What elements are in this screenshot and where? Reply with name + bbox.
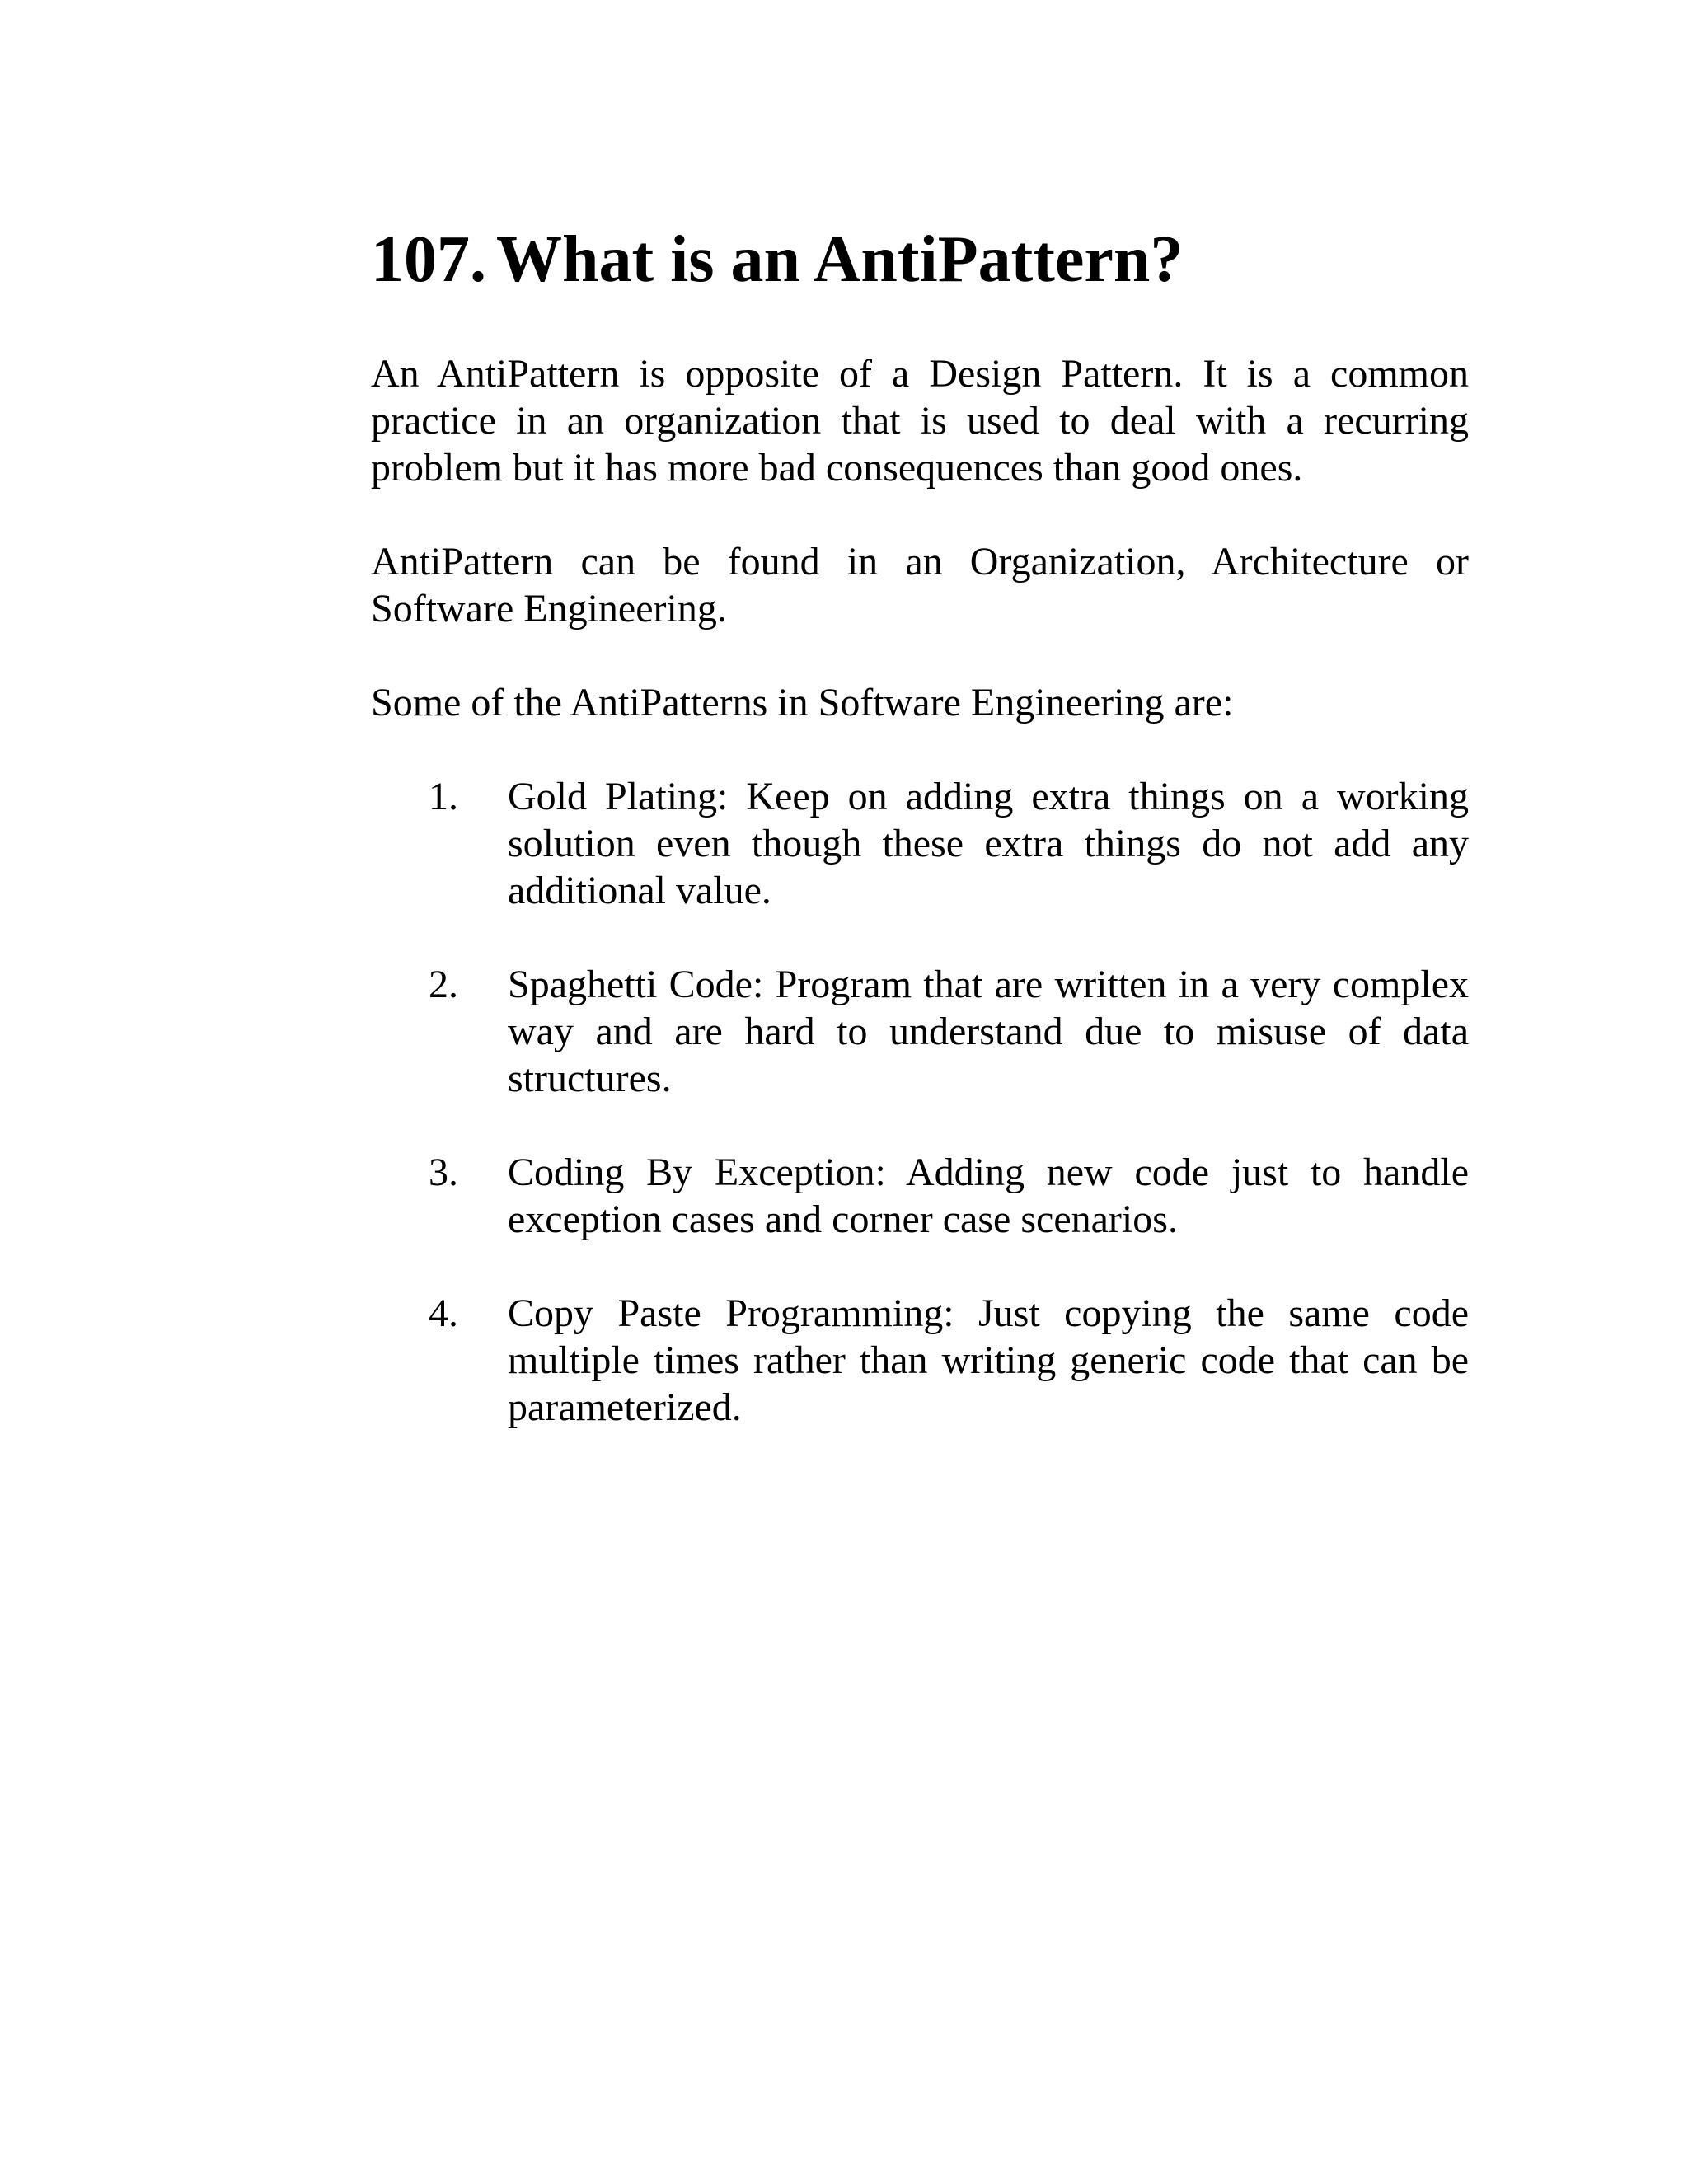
- list-item-number: 1.: [429, 775, 458, 818]
- document-page: [371, 223, 1469, 1444]
- list-item-number: 2.: [429, 963, 458, 1006]
- paragraph-scope: AntiPattern can be found in an Organization, Architecture or Software Engineering.: [371, 540, 1469, 630]
- list-item: [371, 773, 1469, 914]
- list-item-text: Spaghetti Code: Program that are written in a very complex way and are hard to understand due to misuse of data structures.: [508, 963, 1469, 1100]
- list-item-text: Copy Paste Programming: Just copying the same code multiple times rather than writing generic code that can be parameterized.: [508, 1291, 1469, 1429]
- paragraph-list-intro: Some of the AntiPatterns in Software Engineering are:: [371, 681, 1234, 724]
- question-title: What is an AntiPattern?: [496, 223, 1184, 296]
- antipattern-list: [371, 773, 1469, 1431]
- list-item-text: Coding By Exception: Adding new code just to handle exception cases and corner case scenarios.: [508, 1151, 1469, 1241]
- list-item-number: 4.: [429, 1291, 458, 1335]
- list-item: [371, 961, 1469, 1102]
- question-number: 107.: [371, 223, 486, 296]
- list-item: [371, 1149, 1469, 1243]
- list-item: [371, 1290, 1469, 1431]
- list-item-text: Gold Plating: Keep on adding extra things on a working solution even though these extra things do not add any additional value.: [508, 775, 1469, 912]
- page-title: [371, 223, 1469, 296]
- paragraph-definition: An AntiPattern is opposite of a Design Pattern. It is a common practice in an organization that is used to deal with a recurring problem but it has more bad consequences than good ones.: [371, 352, 1469, 490]
- list-item-number: 3.: [429, 1151, 458, 1194]
